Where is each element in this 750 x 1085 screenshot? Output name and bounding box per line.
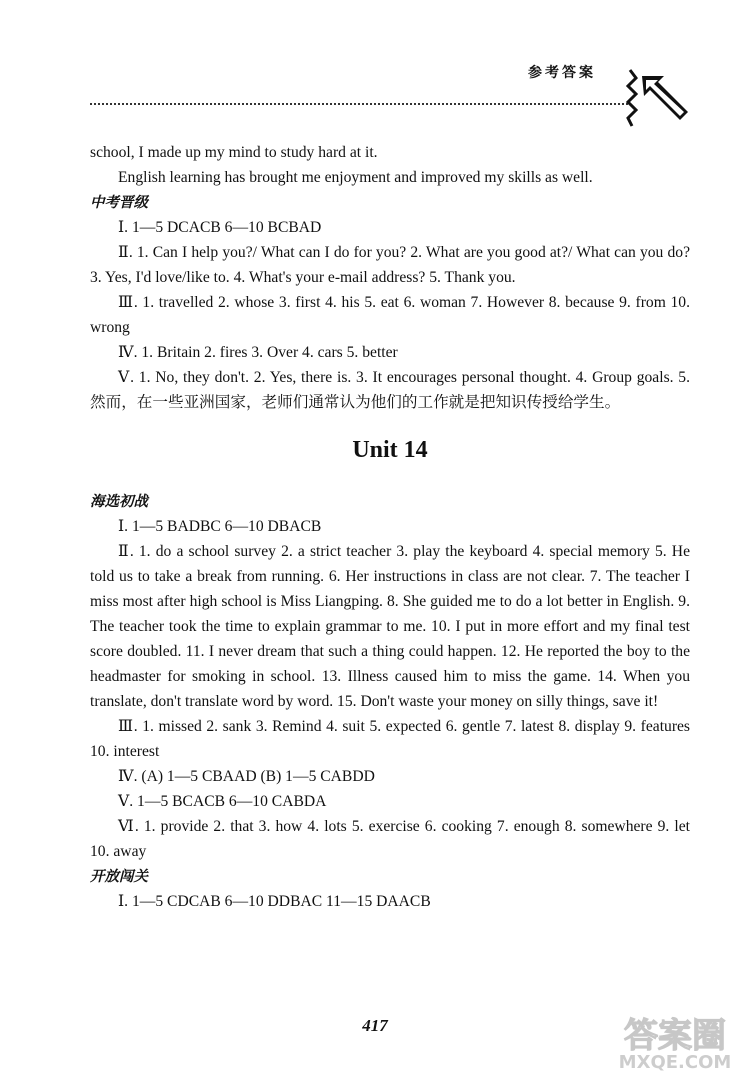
section-heading: 开放闯关 xyxy=(90,868,148,885)
section-heading: 海选初战 xyxy=(90,493,148,510)
header-dotted-rule xyxy=(90,103,628,105)
watermark xyxy=(605,1008,745,1080)
section-heading: 中考晋级 xyxy=(90,194,148,211)
answer-line: Ⅰ. 1—5 CDCAB 6—10 DDBAC 11—15 DAACB xyxy=(118,893,431,910)
answer-line: Ⅰ. 1—5 DCACB 6—10 BCBAD xyxy=(118,219,322,236)
answer-line: Ⅲ. 1. travelled 2. whose 3. first 4. his 5. eat 6. woman 7. However 8. because 9. from 10. wrong xyxy=(90,294,690,336)
answer-body xyxy=(90,140,690,914)
header-title: 参考答案 xyxy=(528,65,596,81)
unit-heading: Unit 14 xyxy=(352,437,428,463)
watermark-logo: 答案圈 xyxy=(624,1016,726,1056)
text-line: English learning has brought me enjoyment and improved my skills as well. xyxy=(118,169,593,186)
answer-line: Ⅳ. (A) 1—5 CBAAD (B) 1—5 CABDD xyxy=(118,768,375,785)
answer-line: Ⅵ. 1. provide 2. that 3. how 4. lots 5. exercise 6. cooking 7. enough 8. somewhere 9. let 10. away xyxy=(90,818,690,860)
header-arrow-icon xyxy=(624,66,696,128)
watermark-site: MXQE.COM xyxy=(618,1052,732,1073)
answer-line: Ⅴ. 1. No, they don't. 2. Yes, there is. 3. It encourages personal thought. 4. Group goals. 5. 然而，在一些亚洲国家，老师们通常认为他们的工作就是把知识传授给学生。 xyxy=(90,369,690,411)
answer-line: Ⅱ. 1. Can I help you?/ What can I do for you? 2. What are you good at?/ What can you do? 3. Yes, I'd love/like to. 4. What's your e-mail address? 5. Thank you. xyxy=(90,244,690,286)
text-line: school, I made up my mind to study hard at it. xyxy=(90,144,378,161)
answer-line: Ⅲ. 1. missed 2. sank 3. Remind 4. suit 5. expected 6. gentle 7. latest 8. display 9. features 10. interest xyxy=(90,718,690,760)
answer-line: Ⅴ. 1—5 BCACB 6—10 CABDA xyxy=(118,793,327,810)
answer-line: Ⅱ. 1. do a school survey 2. a strict teacher 3. play the keyboard 4. special memory 5. He told us to take a break from running. 6. Her instructions in class are not clear. 7. The teacher I miss most after high school is Miss Liangping. 8. She guided me to do a lot better in English. 9. The teacher took the time to explain grammar to me. 10. I put in more effort and my final test score doubled. 11. I never dream that such a thing could happen. 12. He reported the boy to the headmaster for smoking in school. 13. Illness caused him to miss the game. 14. When you translate, don't translate word by word. 15. Don't waste your money on silly things, save it! xyxy=(90,543,690,710)
answer-line: Ⅰ. 1—5 BADBC 6—10 DBACB xyxy=(118,518,322,535)
answer-line: Ⅳ. 1. Britain 2. fires 3. Over 4. cars 5. better xyxy=(118,344,398,361)
page-number: 417 xyxy=(362,1016,388,1035)
